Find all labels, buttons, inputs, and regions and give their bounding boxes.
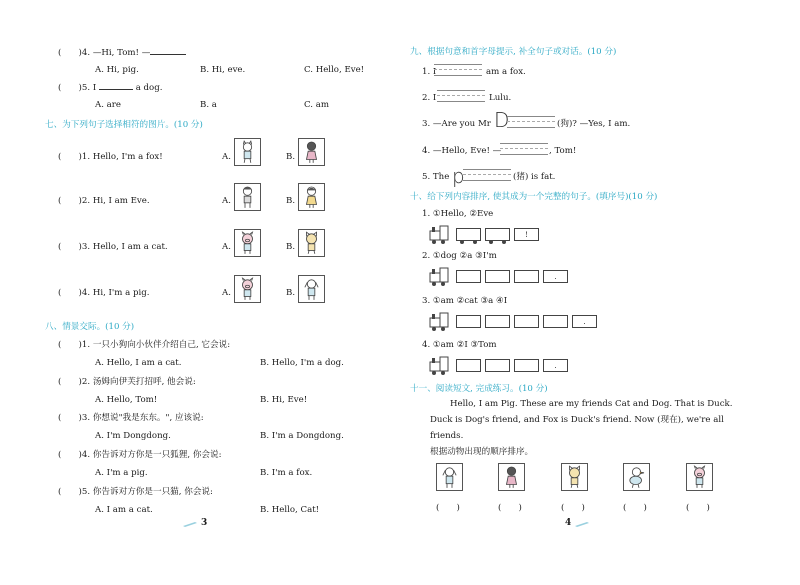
train-engine-icon bbox=[428, 225, 454, 245]
fox-icon[interactable] bbox=[234, 138, 261, 166]
answer-car[interactable] bbox=[456, 359, 481, 372]
sec10-item-3: 3. ①am ②cat ③a ④I bbox=[422, 296, 508, 306]
section-7-title: 七、为下列句子选择相符的图片。(10 分) bbox=[45, 120, 203, 130]
boy-icon[interactable] bbox=[234, 183, 261, 211]
sec8-q2-b: B. Hi, Eve! bbox=[260, 395, 308, 405]
sec7-item-1: ( )1. Hello, I'm a fox! bbox=[58, 152, 163, 162]
page-number-right: 4 bbox=[565, 518, 572, 528]
option-a-label: A. bbox=[222, 288, 231, 298]
option-a-label: A. bbox=[222, 196, 231, 206]
sec9-item-4: 4. —Hello, Eve! — bbox=[422, 146, 502, 156]
sec9-item-1-rest: am a fox. bbox=[486, 67, 526, 77]
answer-blank[interactable] bbox=[99, 82, 133, 90]
answer-car[interactable] bbox=[485, 228, 510, 241]
sec10-item-1: 1. ①Hello, ②Eve bbox=[422, 209, 494, 219]
sec9-item-1: 1. I bbox=[422, 67, 437, 77]
order-bracket[interactable]: ( ) bbox=[436, 503, 460, 513]
passage-line-1: Hello, I am Pig. These are my friends Cat and Dog. That is Duck. bbox=[450, 399, 733, 409]
sec9-item-5: 5. The bbox=[422, 172, 450, 182]
order-bracket[interactable]: ( ) bbox=[561, 503, 585, 513]
sec8-q1-b: B. Hello, I'm a dog. bbox=[260, 358, 344, 368]
left-q5-c: C. am bbox=[304, 100, 330, 110]
sec8-q1-a: A. Hello, I am a cat. bbox=[95, 358, 182, 368]
option-a-label: A. bbox=[222, 152, 231, 162]
letter-writing-lines[interactable] bbox=[463, 169, 511, 181]
answer-car[interactable] bbox=[514, 315, 539, 328]
answer-car[interactable] bbox=[514, 359, 539, 372]
sec8-q1: ( )1. 一只小狗向小伙伴介绍自己, 它会说: bbox=[58, 340, 231, 350]
answer-car[interactable] bbox=[485, 315, 510, 328]
sec9-item-3-rest: (狗)? —Yes, I am. bbox=[557, 119, 631, 129]
pencil-icon bbox=[182, 521, 198, 527]
task-instruction: 根据动物出现的顺序排序。 bbox=[430, 447, 534, 457]
sec7-item-2: ( )2. Hi, I am Eve. bbox=[58, 196, 150, 206]
sec9-item-2-rest: Lulu. bbox=[489, 93, 512, 103]
letter-writing-lines[interactable] bbox=[507, 116, 555, 128]
train-engine-icon bbox=[428, 267, 454, 287]
duck-icon bbox=[623, 463, 650, 491]
option-b-label: B. bbox=[286, 196, 296, 206]
hint-letter-p: p bbox=[452, 164, 465, 188]
left-q4-b: B. Hi, eve. bbox=[200, 65, 246, 75]
pig-icon[interactable] bbox=[234, 229, 261, 257]
girl-icon bbox=[498, 463, 525, 491]
sec8-q5-a: A. I am a cat. bbox=[95, 505, 153, 515]
punctuation-car: . bbox=[543, 270, 568, 283]
sec8-q2: ( )2. 汤姆向伊芙打招呼, 他会说: bbox=[58, 377, 196, 387]
sec8-q3: ( )3. 你想说"我是东东。", 应该说: bbox=[58, 413, 204, 423]
answer-car[interactable] bbox=[456, 315, 481, 328]
left-q5-b: B. a bbox=[200, 100, 217, 110]
option-b-label: B. bbox=[286, 242, 296, 252]
sec8-q5-b: B. Hello, Cat! bbox=[260, 505, 320, 515]
train-engine-icon bbox=[428, 312, 454, 332]
cat-icon[interactable] bbox=[298, 229, 325, 257]
sec8-q4-b: B. I'm a fox. bbox=[260, 468, 313, 478]
sec10-item-4: 4. ①am ②I ③Tom bbox=[422, 340, 497, 350]
train-engine-icon bbox=[428, 356, 454, 376]
left-q4: ( )4. —Hi, Tom! — bbox=[58, 47, 186, 59]
punctuation-car: ! bbox=[514, 228, 539, 241]
sec10-item-2: 2. ①dog ②a ③I'm bbox=[422, 251, 497, 261]
order-bracket[interactable]: ( ) bbox=[623, 503, 647, 513]
sec9-item-2: 2. I bbox=[422, 93, 437, 103]
sec8-q4-a: A. I'm a pig. bbox=[95, 468, 148, 478]
answer-car[interactable] bbox=[485, 359, 510, 372]
order-bracket[interactable]: ( ) bbox=[498, 503, 522, 513]
option-b-label: B. bbox=[286, 152, 296, 162]
option-a-label: A. bbox=[222, 242, 231, 252]
answer-car[interactable] bbox=[485, 270, 510, 283]
option-b-label: B. bbox=[286, 288, 296, 298]
pencil-icon bbox=[574, 521, 590, 527]
page-number-left: 3 bbox=[201, 518, 208, 528]
letter-writing-lines[interactable] bbox=[437, 90, 485, 102]
passage-line-2: Duck is Dog's friend, and Fox is Duck's friend. Now (现在), we're all bbox=[430, 415, 724, 425]
left-q5-a: A. are bbox=[95, 100, 121, 110]
sec8-q2-a: A. Hello, Tom! bbox=[95, 395, 158, 405]
girl-icon[interactable] bbox=[298, 183, 325, 211]
letter-writing-lines[interactable] bbox=[500, 143, 548, 155]
punctuation-car: . bbox=[572, 315, 597, 328]
girl-icon[interactable] bbox=[298, 138, 325, 166]
pig-icon bbox=[686, 463, 713, 491]
section-9-title: 九、根据句意和首字母提示, 补全句子或对话。(10 分) bbox=[410, 47, 617, 57]
sec9-item-5-rest: (猪) is fat. bbox=[513, 172, 556, 182]
left-q4-c: C. Hello, Eve! bbox=[304, 65, 365, 75]
section-8-title: 八、情景交际。(10 分) bbox=[45, 322, 135, 332]
sec9-item-3: 3. —Are you Mr bbox=[422, 119, 491, 129]
sec8-q3-a: A. I'm Dongdong. bbox=[95, 431, 171, 441]
order-bracket[interactable]: ( ) bbox=[686, 503, 710, 513]
punctuation-car: . bbox=[543, 359, 568, 372]
answer-car[interactable] bbox=[456, 270, 481, 283]
sec9-item-4-rest: , Tom! bbox=[549, 146, 577, 156]
answer-car[interactable] bbox=[543, 315, 568, 328]
sec7-item-4: ( )4. Hi, I'm a pig. bbox=[58, 288, 150, 298]
sec7-item-3: ( )3. Hello, I am a cat. bbox=[58, 242, 168, 252]
section-11-title: 十一、阅读短文, 完成练习。(10 分) bbox=[410, 384, 548, 394]
sec8-q5: ( )5. 你告诉对方你是一只猫, 你会说: bbox=[58, 487, 213, 497]
sec8-q4: ( )4. 你告诉对方你是一只狐狸, 你会说: bbox=[58, 450, 222, 460]
letter-writing-lines[interactable] bbox=[434, 64, 482, 76]
dog-icon bbox=[436, 463, 463, 491]
cat-icon bbox=[561, 463, 588, 491]
left-q5: ( )5. I a dog. bbox=[58, 83, 163, 93]
answer-car[interactable] bbox=[456, 228, 481, 241]
answer-blank[interactable] bbox=[150, 47, 186, 55]
answer-car[interactable] bbox=[514, 270, 539, 283]
pig-icon[interactable] bbox=[234, 275, 261, 303]
sec8-q3-b: B. I'm a Dongdong. bbox=[260, 431, 344, 441]
section-10-title: 十、给下列内容排序, 使其成为一个完整的句子。(填序号)(10 分) bbox=[410, 192, 658, 202]
hint-letter-d: D bbox=[494, 108, 510, 132]
dog-icon[interactable] bbox=[298, 275, 325, 303]
passage-line-3: friends. bbox=[430, 431, 464, 441]
left-q4-a: A. Hi, pig. bbox=[95, 65, 139, 75]
